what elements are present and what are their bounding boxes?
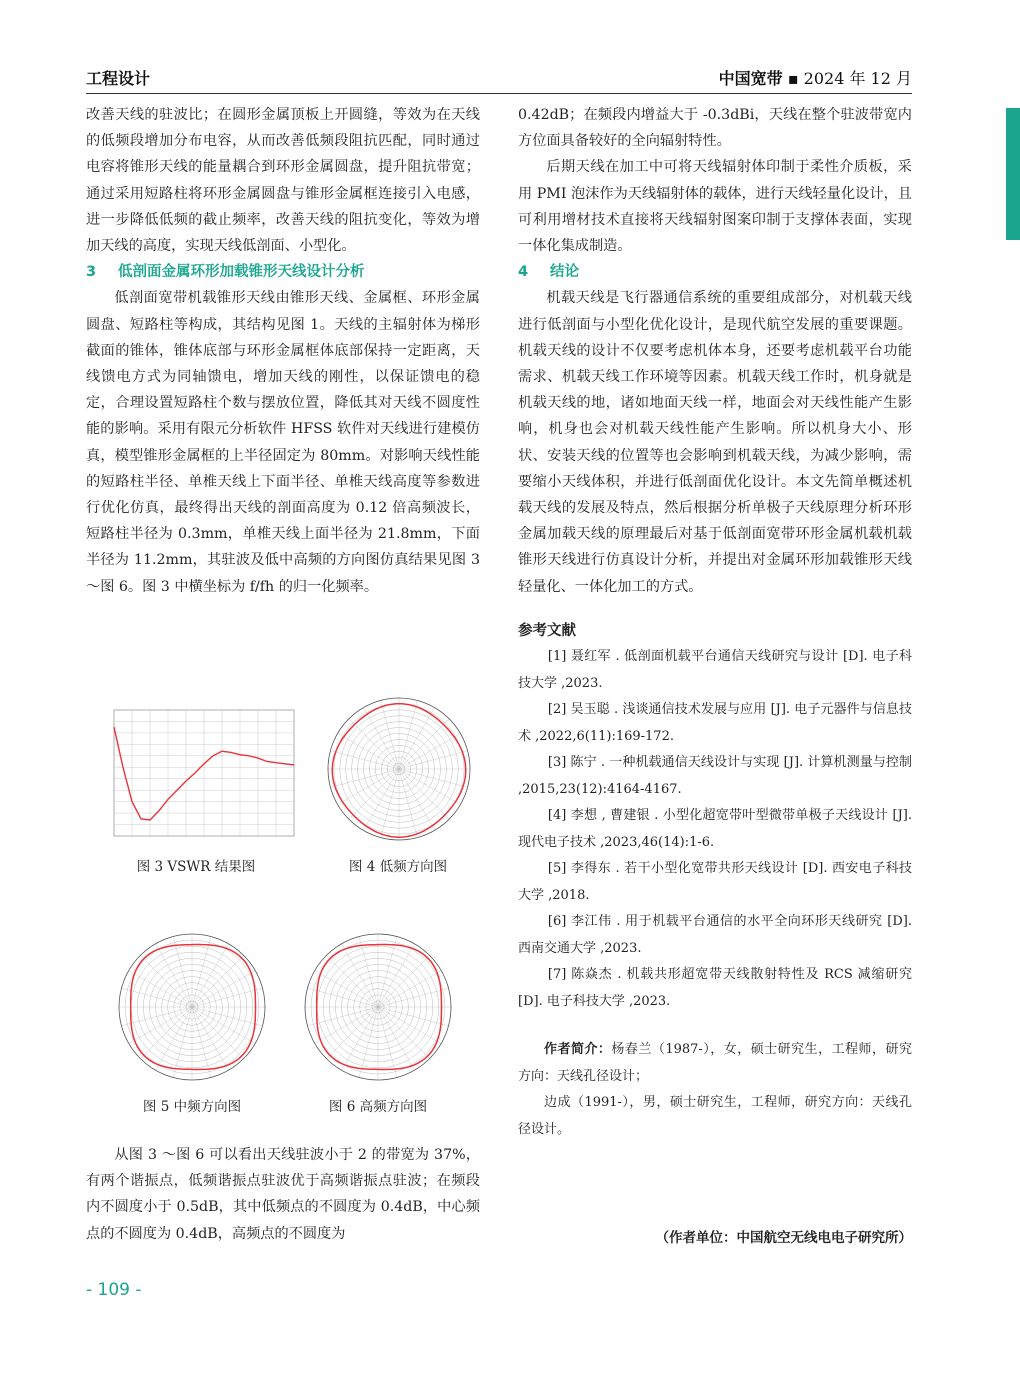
polar-grid-spoke xyxy=(364,708,400,769)
polar-grid-spoke xyxy=(140,1007,192,1059)
author-affiliation: （作者单位：中国航空无线电电子研究所） xyxy=(655,1230,912,1246)
journal-name: 中国宽带 xyxy=(718,69,783,88)
polar-grid-spoke xyxy=(129,971,192,1008)
polar-grid-spoke xyxy=(315,1007,378,1044)
polar-grid-spoke xyxy=(156,944,193,1007)
polar-grid-spoke xyxy=(315,971,378,1008)
reference-item: [1] 聂红军 . 低剖面机载平台通信天线研究与设计 [D]. 电子科技大学 ,2023. xyxy=(518,649,912,691)
polar-grid-spoke xyxy=(399,769,435,830)
section-4-heading xyxy=(518,259,912,285)
section-label: 工程设计 xyxy=(86,69,151,88)
figure-4-caption: 图 4 低频方向图 xyxy=(348,859,448,875)
section-3-heading xyxy=(86,259,480,285)
polar-grid-spoke xyxy=(192,944,229,1007)
reference-item: [7] 陈焱杰 . 机载共形超宽带天线散射特性及 RCS 减缩研究 [D]. 电子科技大学 ,2023. xyxy=(518,967,912,1009)
reference-item: [3] 陈宁 . 一种机载通信天线设计与实现 [J]. 计算机测量与控制 ,2015,23(12):4164-4167. xyxy=(518,755,912,797)
reference-list xyxy=(518,644,912,1015)
polar-grid-spoke xyxy=(192,1007,229,1070)
paragraph: 改善天线的驻波比；在圆形金属顶板上开圆缝，等效为在天线的低频段增加分布电容，从而改善低频段阻抗匹配，同时通过电容将锥形天线的能量耦合到环形金属圆盘，提升阻抗带宽；通过采用短路柱将环形金属圆盘与锥形金属框连接引入电感，进一步降低低频的截止频率，改善天线的阻抗变化，等效为增加天线的高度，实现天线低剖面、小型化。 xyxy=(86,107,480,255)
polar-grid-spoke xyxy=(378,1007,441,1044)
section-title: 低剖面金属环形加载锥形天线设计分析 xyxy=(118,264,365,281)
running-header xyxy=(86,62,912,90)
header-rule xyxy=(86,93,912,94)
polar-grid-spoke xyxy=(399,769,449,819)
issue-date: 2024 年 12 月 xyxy=(803,69,912,88)
paragraph: 0.42dB；在频段内增益大于 -0.3dBi，天线在整个驻波带宽内方位面具备较好的全向辐射特性。 xyxy=(518,107,912,150)
right-column xyxy=(518,102,912,1143)
polar-grid-spoke xyxy=(349,719,399,769)
polar-grid-spoke xyxy=(342,944,379,1007)
paragraph: 机载天线是飞行器通信系统的重要组成部分，对机载天线进行低剖面与小型化优化设计，是现代航空发展的重要课题。机载天线的设计不仅要考虑机体本身，还要考虑机载平台功能需求、机载天线工作环境等因素。机载天线工作时，机身就是机载天线的地，诸如地面天线一样，地面会对天线性能产生影响，机身也会对机载天线性能产生影响。所以机身大小、形状、安装天线的位置等也会影响到机载天线，为减少影响，需要缩小天线体积，并进行低剖面优化设计。本文先简单概述机载天线的发展及特点，然后根据分析单极子天线原理分析环形金属加载天线的原理最后对基于低剖面宽带环形金属机载机载锥形天线进行仿真设计分析，并提出对金属环形加载锥形天线轻量化、一体化加工的方式。 xyxy=(518,290,912,595)
left-column-top xyxy=(86,102,480,600)
section-number: 3 xyxy=(86,264,97,281)
references-heading: 参考文献 xyxy=(518,622,576,639)
side-color-tab xyxy=(1006,108,1020,240)
polar-grid-spoke xyxy=(192,1007,255,1044)
author-bio-text: 杨春兰（1987-），女，硕士研究生，工程师，研究方向：天线孔径设计； xyxy=(518,1042,912,1084)
paragraph: 后期天线在加工中可将天线辐射体印制于柔性介质板，采用 PMI 泡沫作为天线辐射体的载体，进行天线轻量化设计，且可利用增材技术直接将天线辐射图案印制于支撑体表面，实现一体化集成制造。 xyxy=(518,159,912,255)
polar-grid-spoke xyxy=(378,955,430,1007)
polar-grid-spoke xyxy=(140,955,192,1007)
author-bio-1 xyxy=(518,1037,912,1090)
figure-5-caption: 图 5 中频方向图 xyxy=(142,1099,242,1115)
high-frequency-pattern xyxy=(290,918,466,1092)
author-label: 作者简介： xyxy=(544,1042,612,1058)
polar-grid-spoke xyxy=(399,708,435,769)
page-number: - 109 - xyxy=(86,1280,142,1300)
section-title: 结论 xyxy=(550,264,579,281)
polar-grid-spoke xyxy=(378,971,441,1008)
polar-grid-spoke xyxy=(192,955,244,1007)
polar-grid-spoke xyxy=(349,769,399,819)
polar-grid-spoke xyxy=(338,734,399,770)
polar-grid-spoke xyxy=(399,719,449,769)
mid-frequency-pattern xyxy=(104,918,280,1092)
polar-grid-spoke xyxy=(192,1007,244,1059)
reference-item: [5] 李得东 . 若干小型化宽带共形天线设计 [D]. 西安电子科技大学 ,2018. xyxy=(518,861,912,903)
polar-grid-spoke xyxy=(399,734,460,770)
polar-grid-spoke xyxy=(192,971,255,1008)
polar-grid-spoke xyxy=(326,1007,378,1059)
paragraph: 从图 3 ～图 6 可以看出天线驻波小于 2 的带宽为 37%，有两个谐振点，低频谐振点驻波优于高频谐振点驻波；在频段内不圆度小于 0.5dB，其中低频点的不圆度为 0.4dB，中心频点的不圆度为 0.4dB，高频点的不圆度为 xyxy=(86,1147,480,1242)
polar-grid-spoke xyxy=(326,955,378,1007)
polar-grid-spoke xyxy=(129,1007,192,1044)
reference-item: [2] 吴玉聪 . 浅谈通信技术发展与应用 [J]. 电子元器件与信息技术 ,2022,6(11):169-172. xyxy=(518,702,912,744)
bullet-separator: ▪ xyxy=(787,69,804,88)
polar-grid-spoke xyxy=(364,769,400,830)
polar-grid-spoke xyxy=(378,1007,430,1059)
reference-item: [6] 李江伟 . 用于机载平台通信的水平全向环形天线研究 [D]. 西南交通大学 ,2023. xyxy=(518,914,912,956)
section-number: 4 xyxy=(518,264,529,281)
low-frequency-pattern xyxy=(314,682,484,852)
journal-issue xyxy=(719,66,912,89)
left-column-bottom xyxy=(86,1142,480,1247)
polar-grid-spoke xyxy=(342,1007,379,1070)
reference-item: [4] 李想 , 曹建银 . 小型化超宽带叶型微带单极子天线设计 [J]. 现代电子技术 ,2023,46(14):1-6. xyxy=(518,808,912,850)
figure-6-caption: 图 6 高频方向图 xyxy=(328,1099,428,1115)
figure-3-caption: 图 3 VSWR 结果图 xyxy=(136,859,256,875)
paragraph: 低剖面宽带机载锥形天线由锥形天线、金属框、环形金属圆盘、短路柱等构成，其结构见图 1。天线的主辐射体为梯形截面的锥体，锥体底部与环形金属框体底部保持一定距离，天线馈电方式为同轴馈电，增加天线的刚性，以保证馈电的稳定，合理设置短路柱个数与摆放位置，降低其对天线不圆度性能的影响。采用有限元分析软件 HFSS 软件对天线进行建模仿真，模型锥形金属框的上半径固定为 80mm。对影响天线性能的短路柱半径、单椎天线上下面半径、单椎天线高度等参数进行优化仿真，最终得出天线的剖面高度为 0.12 倍高频波长，短路柱半径为 0.3mm，单椎天线上面半径为 21.8mm，下面半径为 11.2mm，其驻波及低中高频的方向图仿真结果见图 3 ～图 6。图 3 中横坐标为 f/fh 的归一化频率。 xyxy=(86,290,480,595)
polar-grid-spoke xyxy=(378,944,415,1007)
polar-grid-spoke xyxy=(399,769,460,805)
polar-grid-spoke xyxy=(338,769,399,805)
polar-grid-spoke xyxy=(156,1007,193,1070)
polar-grid-spoke xyxy=(378,1007,415,1070)
vswr-chart xyxy=(86,700,302,852)
author-bio-2: 边成（1991-），男，硕士研究生，工程师，研究方向：天线孔径设计。 xyxy=(518,1095,912,1137)
